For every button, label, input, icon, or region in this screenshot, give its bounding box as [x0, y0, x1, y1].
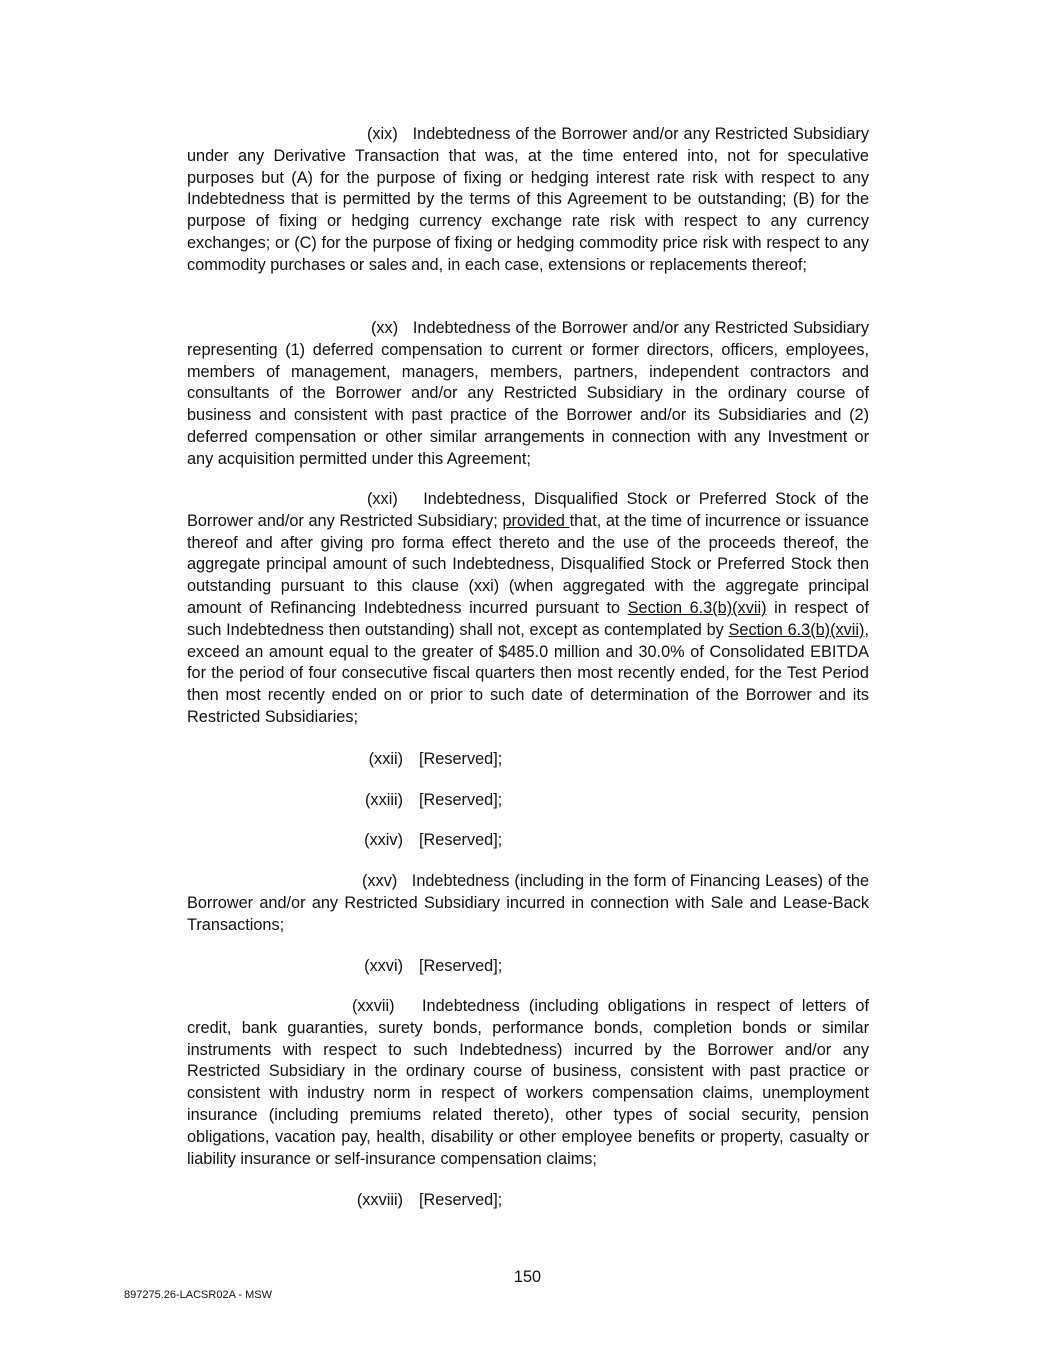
clause-xix [187, 124, 869, 277]
clause-number: (xxiv) [364, 831, 403, 849]
section-reference-link: Section 6.3(b)(xvii) [728, 620, 865, 639]
clause-number: (xxv) [362, 872, 398, 890]
clause-number: (xxiii) [365, 791, 403, 809]
document-footer-id: 897275.26-LACSR02A - MSW [124, 1289, 272, 1301]
clause-text-4: , exceed an amount equal to the greater of $485.0 million and 30.0% of Consolidated EBITDA for the period of four consecutive fiscal quarters then most recently ended, for the Test Period then most recently ended on or prior to such date of determination of the Borrower and its Restricted Subsidiaries; [187, 620, 869, 726]
clause-xxi [187, 489, 869, 729]
provided-term: provided [502, 511, 570, 530]
clause-text-1: Indebtedness, Disqualified Stock or Preferred Stock of the Borrower and/or any Restricted Subsidiary; [187, 490, 869, 530]
clause-text-2: that, at the time of incurrence or issuance thereof and after giving pro forma effect thereto and the use of the proceeds thereof, the aggregate principal amount of such Indebtedness, Disqualified Stock or Preferred Stock then outstanding pursuant to this clause (xxi) (when aggregated with the aggregate principal amount of Refinancing Indebtedness incurred pursuant to [187, 511, 869, 617]
clause-xxii [187, 749, 502, 771]
clause-text: Indebtedness of the Borrower and/or any Restricted Subsidiary representing (1) deferred compensation to current or former directors, officers, employees, members of management, managers, members, partners, independent contractors and consultants of the Borrower and/or any Restricted Subsidiary in the ordinary course of business and consistent with past practice of the Borrower and/or its Subsidiaries and (2) deferred compensation or other similar arrangements in connection with any Investment or any acquisition permitted under this Agreement; [187, 319, 869, 468]
clause-number: (xx) [371, 319, 399, 337]
clause-xxv [187, 871, 869, 936]
page-number: 150 [513, 1268, 542, 1286]
clause-xxiv [187, 830, 502, 852]
clause-text: [Reserved]; [419, 957, 503, 975]
clause-xxvi [187, 956, 502, 978]
clause-number: (xxi) [367, 490, 398, 508]
clause-xxiii [187, 790, 502, 812]
clause-text: Indebtedness of the Borrower and/or any Restricted Subsidiary under any Derivative Transaction that was, at the time entered into, not for speculative purposes but (A) for the purpose of fixing or hedging interest rate risk with respect to any Indebtedness that is permitted by the terms of this Agreement to be outstanding; (B) for the purpose of fixing or hedging currency exchange rate risk with respect to any currency exchanges; or (C) for the purpose of fixing or hedging commodity price risk with respect to any commodity purchases or sales and, in each case, extensions or replacements thereof; [187, 125, 869, 274]
clause-number: (xxii) [368, 750, 403, 768]
clause-number: (xix) [367, 125, 398, 143]
clause-text: [Reserved]; [419, 1191, 503, 1209]
clause-text: Indebtedness (including obligations in respect of letters of credit, bank guaranties, surety bonds, performance bonds, completion bonds or similar instruments with respect to such Indebtedness) incurred by the Borrower and/or any Restricted Subsidiary in the ordinary course of business, consistent with past practice or consistent with industry norm in respect of workers compensation claims, unemployment insurance (including premiums related thereto), other types of social security, pension obligations, vacation pay, health, disability or other employee benefits or property, casualty or liability insurance or self-insurance compensation claims; [187, 997, 869, 1168]
clause-text: [Reserved]; [419, 791, 503, 809]
clause-text: [Reserved]; [419, 831, 503, 849]
clause-number: (xxviii) [356, 1191, 403, 1209]
section-reference-link: Section 6.3(b)(xvii) [627, 598, 767, 617]
clause-xx [187, 318, 869, 471]
clause-xxviii [187, 1190, 502, 1212]
clause-text: Indebtedness (including in the form of Financing Leases) of the Borrower and/or any Restricted Subsidiary incurred in connection with Sale and Lease-Back Transactions; [187, 872, 869, 934]
clause-number: (xxvii) [352, 997, 395, 1015]
clause-number: (xxvi) [364, 957, 403, 975]
clause-text-3: in respect of such Indebtedness then outstanding) shall not, except as contemplated by [187, 598, 869, 639]
clause-xxvii [187, 996, 869, 1170]
clause-text: [Reserved]; [419, 750, 503, 768]
